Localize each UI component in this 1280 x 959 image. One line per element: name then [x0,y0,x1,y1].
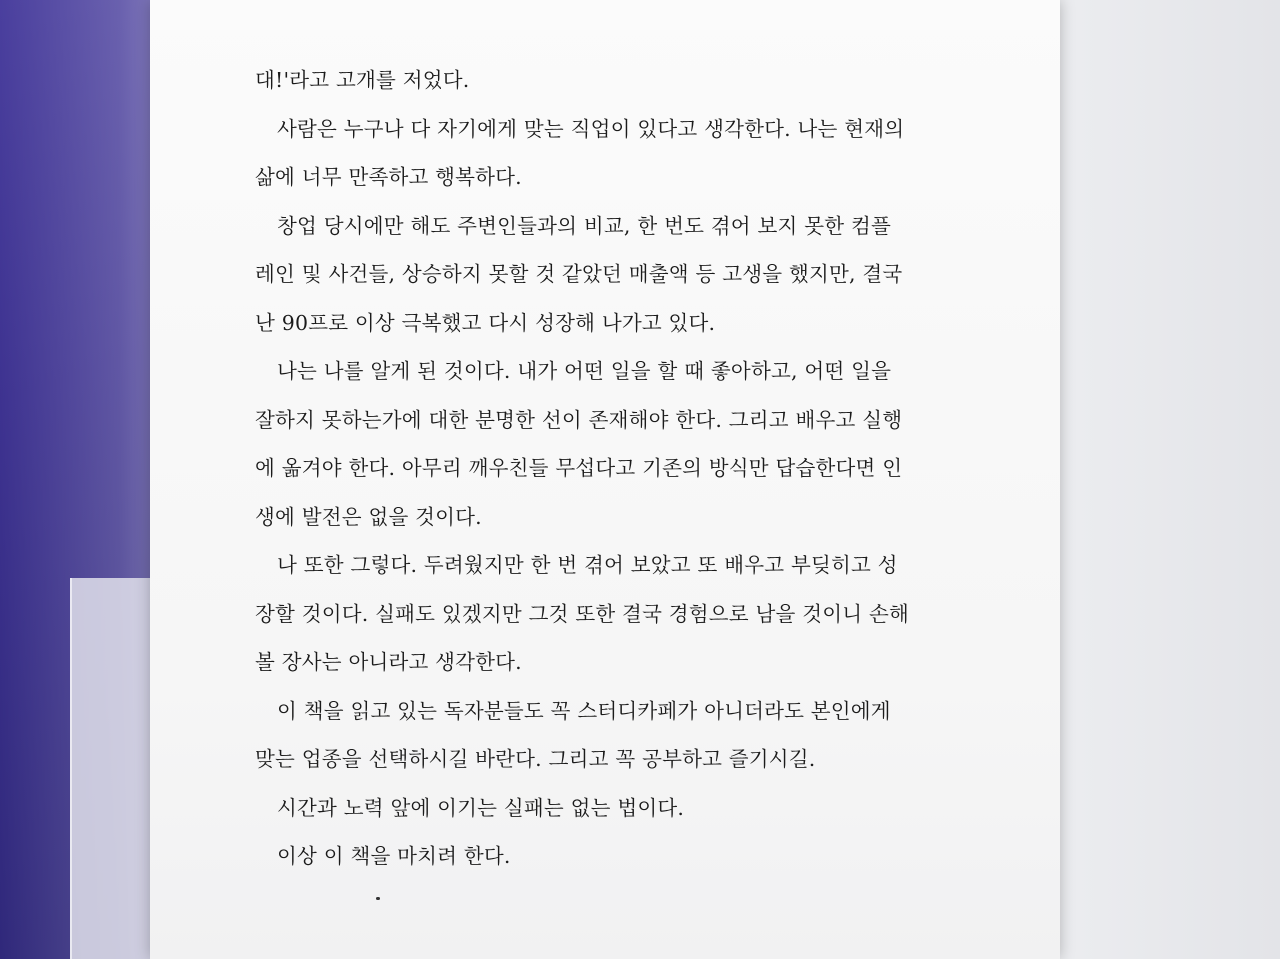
text-line: 나 또한 그렇다. 두려웠지만 한 번 겪어 보았고 또 배우고 부딪히고 성 [277,553,898,577]
text-line: 에 옮겨야 한다. 아무리 깨우친들 무섭다고 기존의 방식만 답습한다면 인 [255,456,903,480]
text-line: 나는 나를 알게 된 것이다. 내가 어떤 일을 할 때 좋아하고, 어떤 일을 [277,359,892,383]
text-line: 이 책을 읽고 있는 독자분들도 꼭 스터디카페가 아니더라도 본인에게 [277,698,891,723]
gray-background [1050,0,1280,959]
text-line: 이상 이 책을 마치려 한다. [277,844,511,868]
text-line: 레인 및 사건들, 상승하지 못할 것 같았던 매출액 등 고생을 했지만, 결국 [255,262,903,286]
text-line: 맞는 업종을 선택하시길 바란다. 그리고 꼭 공부하고 즐기시길. [255,747,816,771]
text-line: 창업 당시에만 해도 주변인들과의 비교, 한 번도 겪어 보지 못한 컴플 [277,213,891,238]
text-line: 사람은 누구나 다 자기에게 맞는 직업이 있다고 생각한다. 나는 현재의 [277,116,905,141]
text-line: 생에 발전은 없을 것이다. [255,504,482,529]
text-line: 대!'라고 고개를 저었다. [255,68,470,92]
text-line: 시간과 노력 앞에 이기는 실패는 없는 법이다. [277,795,685,820]
text-line: 장할 것이다. 실패도 있겠지만 그것 또한 결국 경험으로 남을 것이니 손해 [255,601,909,626]
text-line: 삶에 너무 만족하고 행복하다. [255,165,522,189]
text-line: 잘하지 못하는가에 대한 분명한 선이 존재해야 한다. 그리고 배우고 실행 [255,407,903,432]
book-page [150,0,1060,959]
ink-speck [376,897,380,900]
text-line: 난 90프로 이상 극복했고 다시 성장해 나가고 있다. [255,310,716,335]
text-line: 볼 장사는 아니라고 생각한다. [255,650,522,674]
body-text [255,56,975,881]
